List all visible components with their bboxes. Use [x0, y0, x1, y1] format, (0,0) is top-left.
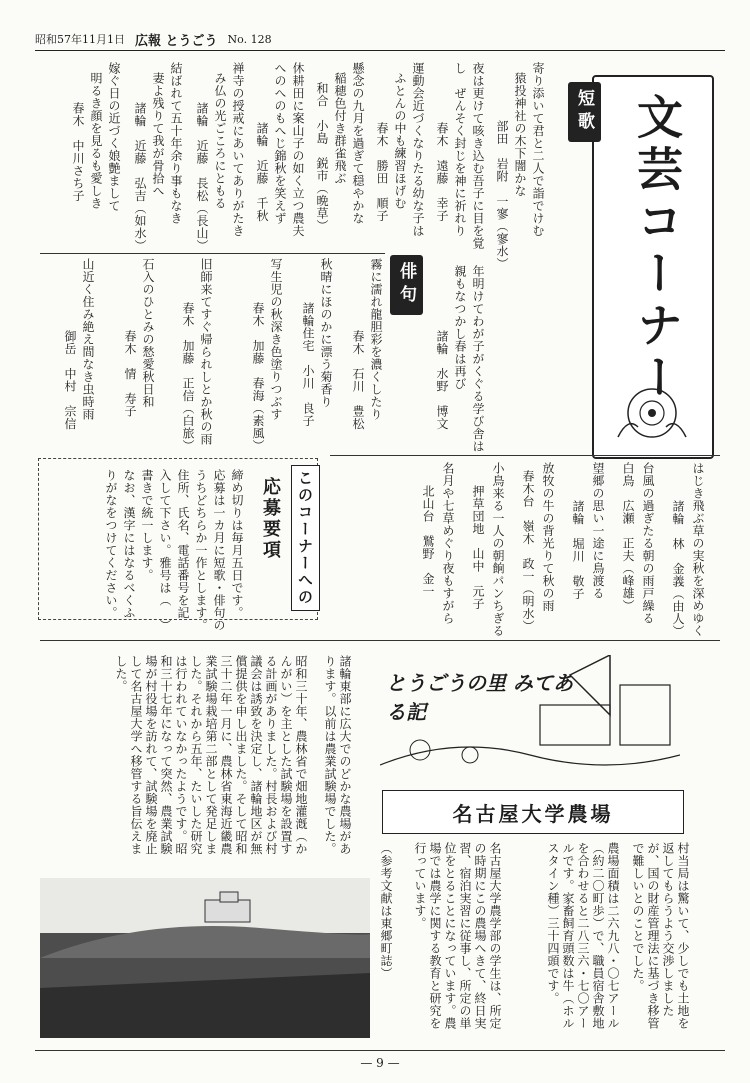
page-number: — 9 — — [360, 1056, 400, 1070]
guidelines-heading: 応募要項 — [260, 477, 281, 561]
page-footer — [35, 1050, 725, 1075]
article-reference: （参考文献は東郷町誌） — [379, 842, 393, 980]
haiku-poem: 望郷の思い一途に鳥渡る — [591, 462, 605, 600]
tanka-author: 春木 勝田 順子 — [375, 122, 389, 222]
haiku-author: 北山台 鷲野 金一 — [421, 485, 435, 598]
header-date: 昭和57年11月1日 — [35, 33, 125, 46]
guideline-line: 応募は一カ月に短歌・俳句の — [212, 469, 226, 632]
haiku-author: 諸輪 林 金義（由人） — [671, 500, 685, 638]
guideline-line: 締め切りは毎月五日です。 — [230, 469, 244, 619]
tanka-poem: 年明けてわが子がくぐる学び舎は — [471, 265, 485, 453]
tanka-poem-line: み仏の光ごころにともる — [213, 72, 227, 210]
tanka-poem: 夜は更けて咳き込む吾子に目を覚 — [471, 62, 485, 250]
haiku-author: 春木 石川 豊松 — [351, 330, 365, 430]
haiku-author: 諸輪 堀川 敬子 — [571, 500, 585, 600]
tanka-poem-line: 稲穂色付き群雀飛ぶ — [333, 72, 347, 185]
haiku-poem: 台風の過ぎたる朝の雨戸繰る — [641, 462, 655, 625]
tanka-label: 短歌 — [568, 82, 601, 142]
haiku-author: 春木 加藤 春海（素風） — [251, 302, 265, 452]
submission-guidelines-box — [38, 458, 318, 632]
tanka-author: 諸輪 水野 博文 — [435, 330, 449, 430]
haiku-poem: 山近く住み絶え間なき虫時雨 — [81, 258, 95, 421]
tanka-poem: 嫁ぐ日の近づく娘艶まして — [107, 62, 121, 212]
tanka-author: 春木 中川さち子 — [71, 102, 85, 202]
guideline-line: うちどちらか一作とします。 — [194, 469, 208, 632]
guideline-line: 書きで統一します。 — [140, 469, 154, 582]
tanka-author: 和合 小島 鋭市（晩草） — [315, 82, 329, 232]
guideline-line: りがなをつけてください。 — [104, 469, 118, 619]
divider — [40, 253, 385, 254]
haiku-author: 春木 情 寿子 — [123, 330, 137, 418]
page-title: 文芸コーナー — [630, 93, 684, 405]
series-illustration — [380, 655, 680, 780]
tanka-author: 諸輪 近藤 長松（長山） — [195, 102, 209, 252]
haiku-poem: はじき飛ぶ草の実秋を深めゆく — [691, 462, 705, 637]
guideline-line: 住所、氏名、電話番号を記 — [176, 469, 190, 619]
tanka-poem-line: し ぜんそく封じを神に祈れり — [453, 62, 467, 237]
divider — [330, 455, 720, 456]
tanka-poem: 禅寺の授戒にあいてありがたき — [231, 62, 245, 237]
tanka-poem: 休耕田に案山子の如く立つ農夫 — [291, 62, 305, 237]
haiku-author: 御岳 中村 宗信 — [63, 330, 77, 430]
haiku-poem: 秋晴にほのかに漂う菊香り — [319, 258, 333, 408]
article-paragraph: 昭和三十年、農林省で畑地灌漑（かんがい）を主とした試験場を設置する計画がありました。村長および村議会は誘致を決定し、諸輪地区が無償提供を申し出ました。そして昭和三十二年一月に、農林省東海近畿農業試験場栽培第二部として発足しました。それから五年、たいした研究は行われていなかったようです。昭和三十七年になって突然、農業試験場が村役場を訪れて、試験場を廃止して名古屋大学へ移管する旨伝えました。 — [114, 655, 308, 855]
tanka-poem-line: へのへのもへじ錦秋を笑えず — [273, 62, 287, 225]
guideline-line: なお、漢字にはなるべくふ — [122, 469, 136, 619]
tanka-poem-line: 親もなつかし春は再び — [453, 265, 467, 390]
tanka-poem: 運動会近づくなりたる幼な子は — [411, 62, 425, 237]
page-header — [35, 28, 725, 51]
publication-logo: 広報 とうごう — [135, 33, 218, 49]
haiku-poem: 写生児の秋深き色塗りつぶす — [269, 258, 283, 421]
tanka-poem-line: ふとんの中も練習ほげむ — [393, 72, 407, 210]
haiku-poem: 石入のひとみの愁愛秋日和 — [141, 258, 155, 408]
haiku-poem: 旧師来てすぐ帰られしとか秋の雨 — [199, 258, 213, 446]
camellia-illustration-icon — [598, 377, 706, 449]
tanka-poem: 懸念の九月を過ぎて穏やかな — [351, 62, 365, 225]
tanka-author: 部田 岩附 一寥（寥水） — [495, 120, 509, 270]
tanka-author: 諸輪 近藤 弘吉（如水） — [133, 102, 147, 252]
guidelines-label: このコーナーへの — [291, 465, 320, 611]
feature-heading: 名古屋大学農場 — [382, 790, 684, 834]
tanka-author: 諸輪 近藤 千秋 — [255, 122, 269, 222]
guideline-line: 入して下さい。雅号は（ ） — [158, 469, 172, 632]
tanka-poem-line: 猿投神社の木下闇かな — [513, 72, 527, 197]
article-paragraph: 農場面積は二六九八・〇七アール（約二〇町歩）で、職員宿舎敷地を合わせると二八三六・七〇アールです。家畜飼育頭数は牛（ホルスタイン種）三十四頭です。 — [546, 842, 620, 1030]
haiku-poem: 小鳥来る一人の朝餉パンちぎる — [491, 462, 505, 637]
article-paragraph: 村当局は驚いて、少しでも土地を返してもらうよう交渉しましたが、国の財産管理法に基づき移管で難しいとのことでした。 — [631, 842, 690, 1030]
haiku-poem: 放牧の牛の背光りて秋の雨 — [541, 462, 555, 612]
farm-photo — [40, 878, 370, 1038]
haiku-poem: 名月や七草めぐり夜もすがら — [441, 462, 455, 625]
haiku-author: 諸輪住宅 小川 良子 — [301, 302, 315, 427]
haiku-author: 春木台 嶺木 政一（明水） — [521, 470, 535, 633]
farm-photo-image-icon — [40, 878, 370, 1038]
haiku-author: 押草団地 山中 元子 — [471, 485, 485, 610]
tanka-poem: 結ばれて五十年余り事もなき — [169, 62, 183, 225]
haiku-author: 春木 加藤 正信（白旅） — [181, 302, 195, 452]
article-paragraph: 諸輪東部に広大でのどかな農場があります。以前は農業試験場でした。 — [323, 655, 352, 855]
series-title: とうごうの里 みてある記 — [386, 671, 573, 724]
divider — [40, 640, 720, 641]
tanka-poem-line: 妻よ残りて我が骨拾へ — [151, 72, 165, 197]
title-box — [592, 75, 714, 459]
tanka-poem-line: 明るき顔を見るも愛しき — [89, 72, 103, 210]
haiku-label: 俳句 — [390, 255, 423, 315]
issue-number: No. 128 — [227, 32, 272, 46]
haiku-poem: 霧に濡れ龍胆彩を濃くしたり — [369, 258, 383, 421]
tanka-author: 春木 遠藤 幸子 — [435, 122, 449, 222]
tanka-poem: 寄り添いて君と二人で詣でけむ — [531, 62, 545, 237]
article-paragraph: 名古屋大学農学部の学生は、所定の時期にこの農場へきて、終日実習、宿泊実習に従事し、所定の単位をとることになっています。農場では農学に関する教育と研究を行っています。 — [413, 842, 502, 1030]
haiku-author: 白鳥 広瀬 正夫（峰雄） — [621, 462, 635, 612]
